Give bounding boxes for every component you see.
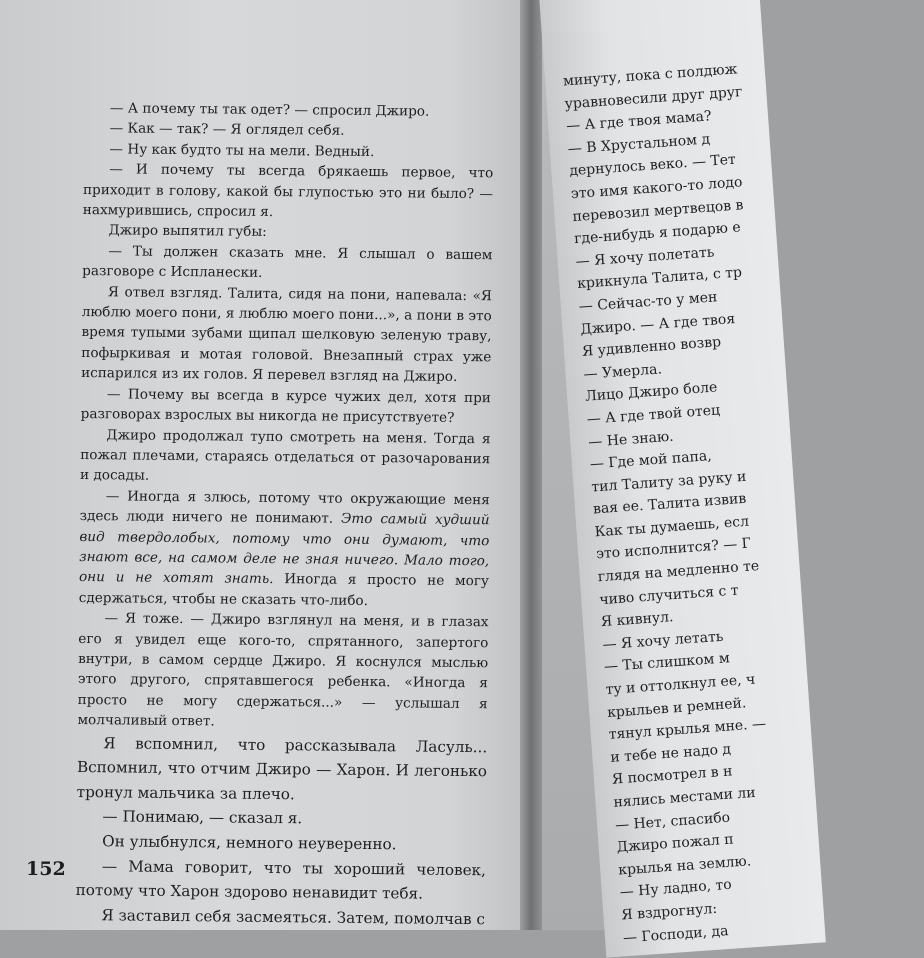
- text-line: уравновесили друг друг: [564, 83, 743, 113]
- paragraph: Джиро выпятил губы:: [108, 222, 267, 241]
- text-line: крикнула Талита, с тр: [576, 264, 743, 293]
- text-line: Я вздрогнул:: [620, 900, 718, 924]
- text-line: глядя на медленно те: [597, 558, 760, 586]
- book-spine-gutter: [520, 0, 542, 930]
- text-line: перевозил мертвецов в: [572, 196, 744, 225]
- page-number: 152: [26, 858, 66, 880]
- paragraph: — Как — так? — Я оглядел себя.: [109, 120, 345, 140]
- paragraph: Я заставил себя засмеяться. Затем, помолчав с: [101, 905, 485, 928]
- text-line: крылья на землю.: [617, 853, 752, 879]
- text-line: Я удивленно возвр: [581, 334, 722, 360]
- text-line: — Где мой папа,: [589, 448, 713, 473]
- text-line: дернулось веко. — Тет: [568, 152, 737, 180]
- paragraph-text: — Иногда я злюсь, потому что окружающие меня здесь люди ничего не понимают.: [79, 487, 490, 527]
- text-line: тил Талиту за руку и: [590, 468, 747, 496]
- text-line: — Господи, да: [622, 922, 729, 946]
- paragraph: — Мама говорит, что ты хороший человек, потому что Харон здорово ненавидит тебя.: [75, 856, 487, 903]
- right-page-text: [562, 50, 923, 950]
- text-line: — А где твой отец: [586, 402, 721, 428]
- text-line: Джиро. — А где твоя: [579, 310, 736, 338]
- text-line: — А где твоя мама?: [565, 108, 713, 135]
- paragraph: Я отвел взгляд. Талита, сидя на пони, напевала: «Я люблю моего пони, я люблю моего пони...», а пони в это время тупыми зубами щипал шелковую зеленую траву, пофыркивая и мотая головой. Внезапный страх уже испарился из их голов. Я перевел взгляд на Джиро.: [81, 283, 493, 386]
- text-line: — Ты слишком м: [603, 650, 731, 676]
- paragraph-text: Иногда я просто не могу сдержаться, чтобы не сказать что-либо.: [78, 571, 490, 609]
- text-line: это исполнится? — Г: [595, 536, 752, 563]
- text-line: ту и оттолкнул ее, ч: [605, 671, 756, 699]
- text-line: Лицо Джиро боле: [584, 379, 718, 406]
- right-page: [538, 0, 826, 958]
- text-line: — Умерла.: [583, 361, 663, 383]
- text-line: это имя какого-то лодо: [570, 174, 743, 203]
- text-line: — Сейчас-то у мен: [578, 289, 718, 315]
- paragraph-text: — Ну как будто ты на мели. Ведный.: [109, 141, 375, 160]
- left-page-text: [75, 98, 494, 932]
- paragraph: Он улыбнулся, немного неуверенно.: [102, 832, 397, 854]
- text-line: минуту, пока с полдюж: [562, 61, 738, 90]
- text-line: чиво случиться с т: [598, 582, 740, 608]
- text-line: Джиро пожал п: [616, 831, 735, 856]
- paragraph: — Понимаю, — сказал я.: [102, 807, 303, 828]
- text-line: крыльев и ремней.: [606, 694, 747, 721]
- text-line: вая ее. Талита извив: [592, 491, 747, 518]
- text-line: где-нибудь я подарю е: [573, 219, 742, 248]
- paragraph: Джиро продолжал тупо смотреть на меня. Тогда я пожал плечами, стараясь отделаться от разочарования и досады.: [79, 426, 491, 485]
- text-line: — Нет, спасибо: [614, 809, 731, 834]
- text-line: — Ну ладно, то: [619, 877, 733, 901]
- paragraph: — И почему ты всегда брякаешь первое, что приходит в голову, какой бы глупостью это ни было? — нахмурившись, спросил я.: [82, 161, 494, 221]
- text-line: нялись местами ли: [613, 784, 757, 811]
- italic-thought: Это самый худший вид твердолобых, потому что они думают, что знают все, на самом деле не зная ничего. Мало того, они и не хотят знать.: [78, 510, 490, 588]
- paragraph: Я вспомнил, что рассказывала Ласуль... Вспомнил, что отчим Джиро — Харон. И легонько тронул мальчика за плечо.: [76, 733, 488, 804]
- text-line: — Я хочу полетать: [575, 244, 715, 270]
- paragraph: — Я тоже. — Джиро взглянул на меня, и в глазах его я увидел еще кого-то, спрятанного, запертого внутри, в самом сердце Джиро. Я коснулся мыслью этого другого, спрятавшегося ребенка. «Иногда я просто не могу сдержаться...» — услышал я молчаливый ответ.: [77, 610, 489, 730]
- paragraph: — Почему вы всегда в курсе чужих дел, хотя при разговорах взрослых вы никогда не присутствуете?: [80, 385, 491, 426]
- text-line: — Не знаю.: [587, 428, 675, 451]
- text-line: и тебе не надо д: [609, 741, 732, 766]
- paragraph: [79, 486, 490, 613]
- paragraph: — А почему ты так одет? — спросил Джиро.: [109, 100, 430, 120]
- text-line: — В Хрустальном д: [567, 131, 711, 158]
- text-line: Я посмотрел в н: [611, 763, 733, 789]
- text-line: Я кивнул.: [600, 609, 674, 631]
- text-line: — Я хочу летать: [601, 628, 724, 653]
- paragraph: — Ты должен сказать мне. Я слышал о вашем разговоре с Испланески.: [82, 243, 493, 282]
- text-line: тянул крылья мне. —: [608, 716, 767, 744]
- text-line: Как ты думаешь, есл: [594, 513, 750, 541]
